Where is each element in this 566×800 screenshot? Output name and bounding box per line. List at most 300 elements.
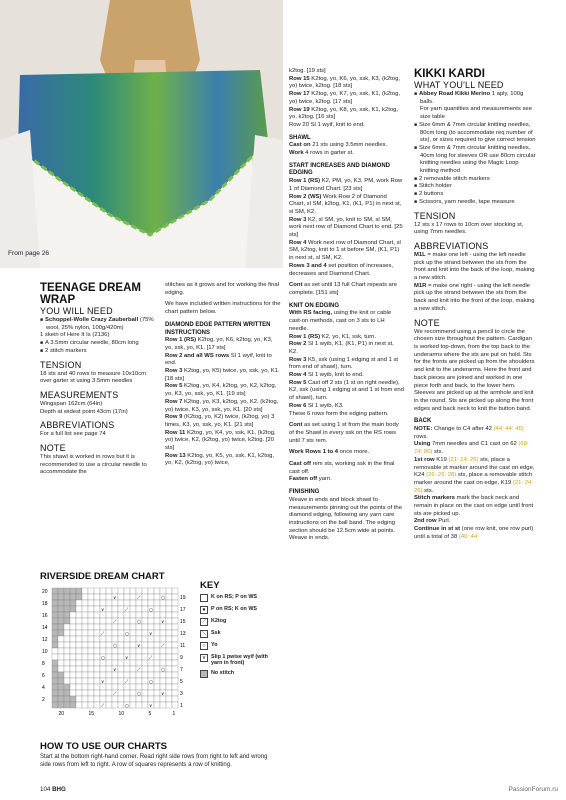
key-label: K on RS; P on WS (211, 594, 258, 600)
chart-cell (142, 588, 148, 594)
chart-cell (142, 672, 148, 678)
chart-cell (142, 606, 148, 612)
chart-cell (124, 666, 130, 672)
kikki-bullet-item: ■ Scissors, yarn needle, tape measure (414, 199, 536, 207)
diamond-cont-row-text: k2tog. [19 sts] (289, 68, 326, 74)
chart-cell (70, 654, 76, 660)
chart-stitch-symbol: ○ (161, 596, 165, 601)
chart-row-number: 15 (180, 619, 186, 625)
chart-cell (112, 588, 118, 594)
chart-cell (172, 654, 178, 660)
col2-included: We have included written instructions for the chart pattern below. (165, 301, 281, 316)
chart-cell (118, 588, 124, 594)
continue-text: (one row knit, one row purl) until a total of 38 (414, 526, 534, 540)
chart-cell (52, 690, 58, 696)
back-note-label: NOTE: (414, 426, 433, 433)
chart-cell (58, 594, 64, 600)
shawl-work-text: 4 rows in garter st. (303, 150, 354, 157)
chart-cell (70, 588, 76, 594)
chart-cell (148, 600, 154, 606)
chart-cell (130, 588, 136, 594)
chart-cell (154, 636, 160, 642)
key-swatch-icon (200, 594, 208, 602)
knit-row-text: Cast off 2 sts (1 st on right needle), K2, ssk (using 1 edging st and 1 st from end of shawl), turn. (289, 379, 404, 402)
yarn-name: Schoppel-Wolle Crazy Zauberball (45, 317, 139, 323)
chart-cell (172, 612, 178, 618)
pattern-column-4 (414, 68, 536, 542)
row1-end: sts. (422, 487, 434, 494)
diamond-row-label: Row 2 and all WS rows (165, 352, 230, 359)
chart-cell (52, 660, 58, 666)
chart-cell (160, 636, 166, 642)
chart-cell (130, 618, 136, 624)
key-swatch-icon: ∨ (201, 655, 207, 661)
chart-cell (100, 666, 106, 672)
chart-stitch-symbol: ○ (113, 644, 117, 649)
chart-cell (154, 606, 160, 612)
chart-cell (172, 618, 178, 624)
knit-row (289, 403, 404, 411)
chart-cell (160, 678, 166, 684)
chart-cell (172, 696, 178, 702)
tension-heading: TENSION (40, 359, 82, 370)
diamond-cont-row-text: K2tog, yo, K7, yo, ssk, K1, (k2tog, yo) twice, k2tog. [17 sts] (289, 91, 400, 105)
chart-cell (58, 648, 64, 654)
key-label: No stitch (211, 670, 235, 676)
chart-cell (88, 672, 94, 678)
start-row (289, 240, 404, 263)
chart-cell (124, 618, 130, 624)
chart-stitch-symbol: ○ (101, 656, 105, 661)
chart-cell (166, 588, 172, 594)
chart-cell (76, 624, 82, 630)
abbrev-heading: ABBREVIATIONS (40, 420, 115, 431)
watermark: PassionForum.ru (508, 786, 558, 793)
diamond-row-label: Row 5 (165, 383, 183, 390)
knitting-chart-svg (40, 586, 195, 738)
chart-cell (148, 672, 154, 678)
chart-cell (124, 642, 130, 648)
chart-cell (94, 630, 100, 636)
chart-stitch-symbol: ∨ (137, 644, 141, 649)
chart-cell (142, 636, 148, 642)
chart-cell (106, 630, 112, 636)
chart-cell (76, 648, 82, 654)
chart-cell (112, 678, 118, 684)
diamond-row-label: Row 3 (165, 368, 183, 375)
chart-cell (88, 648, 94, 654)
diamond-row-text: K2tog, yo, K5, yo, ssk, K1, k2tog, yo, K2, (k2tog, yo) twice, (165, 452, 275, 467)
cont-line (289, 282, 404, 297)
fasten-text: yarn. (317, 476, 332, 483)
chart-stitch-symbol: ∨ (149, 704, 153, 709)
chart-cell (148, 666, 154, 672)
key-item (200, 654, 280, 666)
chart-cell (172, 702, 178, 708)
row1-text: K19 (434, 456, 449, 463)
chart-cell (76, 684, 82, 690)
chart-cell (52, 666, 58, 672)
chart-title: RIVERSIDE DREAM CHART (40, 571, 165, 582)
chart-cell (106, 600, 112, 606)
chart-cell (166, 648, 172, 654)
chart-cell (64, 618, 70, 624)
knit-rs (289, 310, 404, 333)
chart-stitch-symbol: ⟋ (113, 620, 117, 625)
work-rows-label: Work Rows 1 to 4 (289, 449, 338, 456)
chart-cell (106, 690, 112, 696)
chart-cell (142, 624, 148, 630)
measurements-depth: Depth at widest point 43cm (17in) (40, 408, 128, 415)
chart-cell (82, 684, 88, 690)
chart-cell (118, 630, 124, 636)
chart-cell (64, 678, 70, 684)
chart-cell (58, 612, 64, 618)
chart-cell (76, 618, 82, 624)
chart-cell (112, 654, 118, 660)
start-row-label: Row 1 (RS) (289, 178, 321, 185)
chart-cell (70, 678, 76, 684)
chart-cell (94, 660, 100, 666)
m1l-label: M1L (414, 251, 426, 258)
diamond-row (165, 337, 281, 352)
diamond-rows (165, 337, 281, 468)
key-label: P on RS; K on WS (211, 606, 258, 612)
chart-cell (82, 630, 88, 636)
chart-cell (52, 696, 58, 702)
pattern-title: TEENAGE DREAM WRAP (40, 282, 141, 306)
chart-cell (172, 660, 178, 666)
kikki-yarn-note: For yarn quantities and measurements see size table (420, 106, 532, 121)
chart-cell (172, 636, 178, 642)
chart-cell (94, 594, 100, 600)
row2-text: Purl. (436, 518, 451, 525)
continue-line (414, 526, 536, 541)
chart-cell (70, 702, 76, 708)
chart-cell (76, 702, 82, 708)
chart-cell (88, 666, 94, 672)
chart-cell (160, 588, 166, 594)
diamond-cont-row-text: K2tog, yo, K6, yo, ssk, K3, (k2tog, yo) twice, k2tog. [18 sts] (289, 75, 400, 90)
start-row-text: Work next row of Diamond Chart, sl SM, k2tog, knit to 1 st before SM, (K1, P1) in next st, sl SM, K2. (289, 239, 401, 262)
key-item (200, 642, 280, 650)
chart-cell (58, 606, 64, 612)
chart-cell (94, 690, 100, 696)
key-label: K2tog (211, 618, 227, 624)
chart-cell (172, 600, 178, 606)
shawl-heading: SHAWL (289, 134, 311, 141)
start-row-label: Rows 3 and 4 (289, 262, 327, 269)
chart-cell (88, 654, 94, 660)
chart-cell (88, 612, 94, 618)
chart-cell (70, 630, 76, 636)
finishing-heading: FINISHING (289, 489, 320, 496)
row1-mid2: sts, place a removable stitch marker around the cast on edge, K19 (414, 472, 533, 486)
chart-row-number: 17 (180, 607, 186, 613)
abbrev-text: For a full list see page 74 (40, 431, 106, 438)
chart-cell (166, 600, 172, 606)
back-heading: BACK (414, 418, 432, 425)
chart-cell (106, 696, 112, 702)
row1-label: 1st row (414, 456, 435, 463)
chart-cell (112, 612, 118, 618)
chart-cell (142, 600, 148, 606)
chart-cell (154, 594, 160, 600)
chart-cell (136, 684, 142, 690)
chart-cell (94, 672, 100, 678)
diamond-row (165, 414, 281, 429)
chart-cell (118, 702, 124, 708)
chart-stitch-symbol: ○ (149, 608, 153, 613)
chart-cell (52, 672, 58, 678)
chart-cell (142, 654, 148, 660)
chart-cell (130, 606, 136, 612)
chart-cell (88, 690, 94, 696)
chart-stitch-symbol: ⟋ (101, 704, 105, 709)
chart-cell (70, 606, 76, 612)
diamond-row-text: Sl 1 wyif, knit to end. (165, 352, 272, 367)
chart-row-number: 5 (180, 679, 183, 685)
chart-cell (100, 672, 106, 678)
chart-cell (100, 600, 106, 606)
chart-stitch-symbol: ∨ (149, 632, 153, 637)
chart-cell (172, 630, 178, 636)
kikki-yarn-text: 1 aply, 100g balls. (420, 91, 524, 105)
key-swatch-icon: ⟋ (200, 618, 208, 626)
kikki-bullets (414, 122, 536, 207)
chart-cell (76, 612, 82, 618)
chart-cell (70, 672, 76, 678)
chart-cell (148, 690, 154, 696)
diamond-row-label: Row 11 (165, 429, 186, 436)
chart-cell (160, 660, 166, 666)
continue-hl: (40: 44: (458, 533, 479, 540)
row1-hl2: (26: 26: 28) (426, 472, 457, 479)
chart-cell (166, 624, 172, 630)
knitting-chart (40, 586, 195, 743)
chart-cell (58, 666, 64, 672)
knit-row-text: Sl 1 wyib, K1, (K1, P1) in next st, K2. (289, 341, 394, 355)
chart-cell (136, 636, 142, 642)
diamond-row-label: Row 13 (165, 452, 186, 459)
knit-row (289, 341, 404, 356)
chart-cell (130, 702, 136, 708)
chart-row-number: 4 (42, 685, 45, 691)
chart-cell (58, 654, 64, 660)
chart-row-number: 20 (42, 589, 48, 595)
knit-rs-text: using the knit or cable cast-on methods, cast on 3 sts to LH needle. (289, 310, 392, 332)
key-swatch-icon: ● (200, 606, 208, 614)
start-row-text: Work Row 2 of Diamond Chart, sl SM, k2tog, K1, (K1, P1) in next st, sl SM, K2. (289, 193, 402, 215)
designer-title: KIKKI KARDI (414, 68, 485, 80)
chart-cell (160, 702, 166, 708)
chart-cell (64, 684, 70, 690)
chart-cell (148, 594, 154, 600)
chart-cell (58, 660, 64, 666)
diamond-row-text: K2tog, yo, K3, k2tog, yo, K2, (k2tog, yo) twice, K3, yo, ssk, yo, K1. [20 sts] (165, 398, 279, 413)
col2-cont: stitches as it grows and for working the final edging. (165, 282, 279, 296)
chart-cell (148, 648, 154, 654)
chart-row-number: 11 (180, 643, 186, 649)
chart-cell (88, 678, 94, 684)
chart-cell (166, 654, 172, 660)
shawl-work (289, 150, 404, 158)
needles-item: ■ A 3.5mm circular needle, 80cm long (40, 340, 158, 348)
diamond-row-text: K2tog, yo, K4, yo, ssk, K1, (k2tog, yo) twice, K2, (k2tog, yo) twice, k2tog. [20 sts] (165, 429, 276, 452)
note-text: This shawl is worked in rows but it is recommended to use a circular needle to accommodate the (40, 454, 147, 476)
chart-cell (172, 594, 178, 600)
chart-cell (112, 702, 118, 708)
chart-cell (82, 588, 88, 594)
row1-hl3: (21: 24: 26) (414, 479, 533, 494)
pattern-column-3 (289, 68, 404, 543)
diamond-row-text: (K2tog, yo, K2) twice, (k2tog, yo) 3 times, K3, yo, ssk, yo, K1. [21 sts] (165, 414, 275, 428)
chart-cell (64, 702, 70, 708)
chart-cell (154, 630, 160, 636)
chart-cell (58, 636, 64, 642)
chart-cell (172, 666, 178, 672)
knit-end: These 6 rows form the edging pattern. (289, 410, 389, 417)
chart-cell (94, 666, 100, 672)
chart-cell (130, 594, 136, 600)
chart-cell (52, 618, 58, 624)
markers-item: ■ 2 stitch markers (40, 348, 158, 356)
chart-row-number: 12 (42, 637, 48, 643)
chart-stitch-symbol: ○ (125, 704, 129, 709)
start-row-label: Row 3 (289, 216, 307, 223)
back-note-end: rows. (414, 433, 429, 440)
diamond-cont-row-text: Row 20 Sl 1 wyif, knit to end. (289, 121, 365, 128)
diamond-cont-row (289, 107, 404, 122)
chart-cell (112, 636, 118, 642)
chart-cell (130, 642, 136, 648)
chart-cell (100, 690, 106, 696)
chart-cell (64, 588, 70, 594)
note-heading: NOTE (40, 443, 66, 454)
diamond-cont-row (289, 68, 404, 76)
chart-cell (118, 666, 124, 672)
key-title: KEY (200, 580, 220, 591)
chart-cell (124, 600, 130, 606)
chart-cell (106, 672, 112, 678)
diamond-row (165, 353, 281, 368)
chart-cell (76, 588, 82, 594)
chart-cell (94, 654, 100, 660)
chart-cell (58, 642, 64, 648)
knit-rows (289, 334, 404, 411)
chart-cell (82, 696, 88, 702)
diamond-cont-row-label: Row 19 (289, 106, 310, 113)
chart-cell (82, 606, 88, 612)
chart-cell (76, 678, 82, 684)
chart-cell (58, 678, 64, 684)
chart-cell (64, 696, 70, 702)
chart-cell (148, 618, 154, 624)
chart-cell (118, 678, 124, 684)
chart-cell (118, 654, 124, 660)
chart-cell (52, 600, 58, 606)
chart-cell (64, 600, 70, 606)
knit-row-text: K5, ssk (using 1 edging st and 1 st from end of shawl), turn. (289, 356, 399, 371)
knit-row-label: Row 1 (RS) (289, 333, 321, 340)
you-will-need-heading: YOU WILL NEED (40, 306, 113, 316)
chart-stitch-symbol: ○ (125, 632, 129, 637)
chart-cell (82, 642, 88, 648)
chart-cell (94, 588, 100, 594)
kikki-bullet-item: ■ 2 buttons (414, 191, 536, 199)
chart-cell (100, 642, 106, 648)
using-hl: (68: 74: 80) (414, 441, 529, 456)
chart-cell (136, 702, 142, 708)
chart-cell (142, 678, 148, 684)
diamond-cont-row-label: Row 17 (289, 91, 310, 98)
chart-cell (82, 654, 88, 660)
diamond-row-label: Row 7 (165, 398, 183, 405)
chart-cell (58, 672, 64, 678)
chart-cell (142, 630, 148, 636)
m1r-label: M1R (414, 282, 427, 289)
kikki-bullet-item: ■ 2 removable stitch markers (414, 176, 536, 184)
work-rows-text: once more. (338, 449, 370, 456)
diamond-row-label: Row 1 (RS) (165, 337, 197, 344)
start-heading: START INCREASES AND DIAMOND EDGING (289, 162, 391, 177)
start-rows (289, 178, 404, 278)
chart-cell (64, 594, 70, 600)
m1l-text: = make one left - using the left needle pick up the strand between the sts from the front and knit into the back of the loop, making a new stitch. (414, 251, 535, 282)
chart-cell (124, 588, 130, 594)
chart-cell (106, 678, 112, 684)
chart-cell (166, 684, 172, 690)
chart-cell (154, 666, 160, 672)
chart-cell (64, 666, 70, 672)
chart-cell (76, 642, 82, 648)
chart-cell (70, 612, 76, 618)
chart-cell (154, 624, 160, 630)
start-row-text: K2, sl SM, yo, knit to SM, sl SM, work next row of Diamond Chart to end. [25 sts] (289, 216, 403, 239)
tension-text: 18 sts and 40 rows to measure 10x10cm over garter st using 3.5mm needles (40, 370, 147, 385)
chart-cell (136, 588, 142, 594)
chart-cell (52, 678, 58, 684)
chart-cell (166, 594, 172, 600)
chart-cell (118, 672, 124, 678)
chart-cell (166, 612, 172, 618)
kikki-tension-heading: TENSION (414, 210, 456, 221)
page-number: 104 (40, 786, 51, 793)
knit-row (289, 372, 404, 380)
chart-row-number: 2 (42, 697, 45, 703)
chart-cell (58, 624, 64, 630)
chart-cell (52, 636, 58, 642)
chart-cell (154, 660, 160, 666)
chart-row-number: 3 (180, 691, 183, 697)
chart-cell (154, 642, 160, 648)
chart-cell (166, 660, 172, 666)
shawl-cast-text: 21 sts using 3.5mm needles. (310, 142, 388, 149)
chart-cell (88, 696, 94, 702)
chart-cell (142, 594, 148, 600)
diamond-cont-row (289, 91, 404, 106)
chart-cell (124, 690, 130, 696)
markers-line (414, 495, 536, 518)
start-row-label: Row 2 (WS) (289, 193, 322, 200)
chart-cell (64, 660, 70, 666)
chart-cell (154, 600, 160, 606)
chart-cell (64, 606, 70, 612)
kikki-bullet-item: ■ Stitch holder (414, 183, 536, 191)
chart-stitch-symbol: ⟋ (137, 668, 141, 673)
knit-row-label: Row 3 (289, 356, 307, 363)
chart-row-number: 8 (42, 661, 45, 667)
